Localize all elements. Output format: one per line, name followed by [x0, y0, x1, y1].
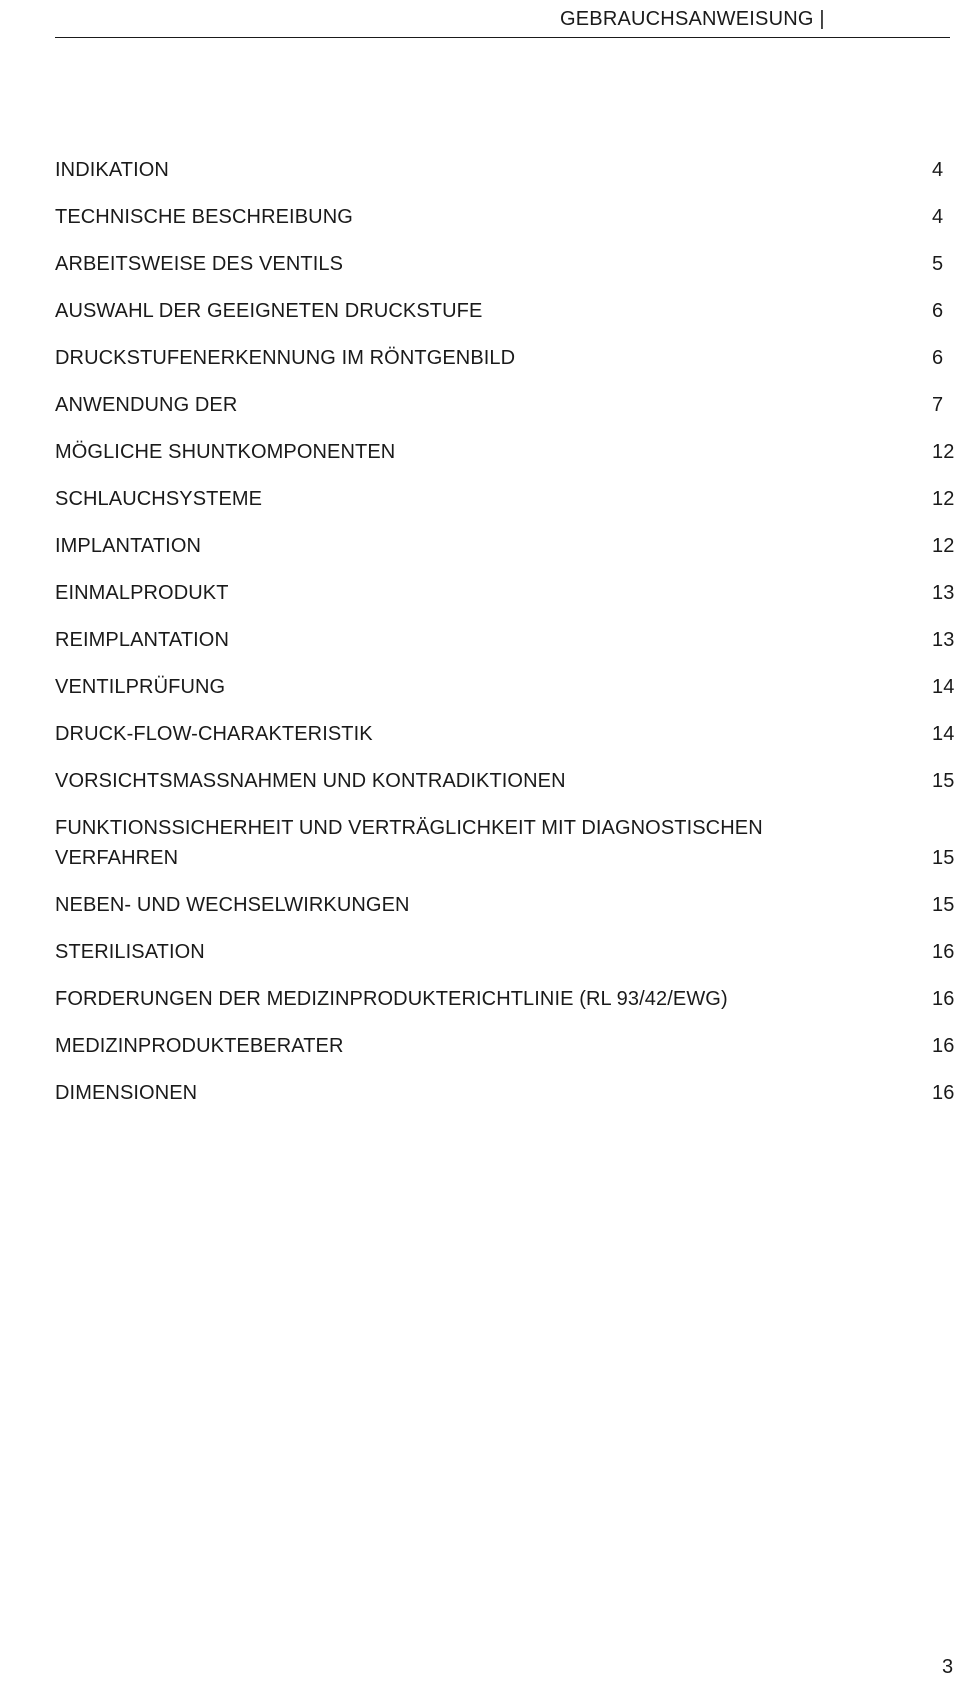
toc-entry[interactable]	[55, 719, 954, 749]
toc-entry-page: 16	[932, 988, 954, 1010]
toc-entry-title: MÖGLICHE SHUNTKOMPONENTEN	[55, 441, 396, 463]
toc-entry-page: 15	[932, 770, 954, 792]
toc-entry-title: ARBEITSWEISE DES VENTILS	[55, 253, 344, 275]
toc-entry[interactable]	[55, 484, 954, 514]
toc-entry-title: SCHLAUCHSYSTEME	[55, 488, 263, 510]
toc-entry-page: 12	[932, 535, 954, 557]
toc-entry-page: 12	[932, 488, 954, 510]
toc-entry[interactable]	[55, 1078, 954, 1108]
toc-entry[interactable]	[55, 937, 954, 967]
toc-entry-title: FUNKTIONSSICHERHEIT UND VERTRÄGLICHKEIT MIT DIAGNOSTISCHEN VERFAHREN	[55, 817, 763, 869]
toc-entry-title: REIMPLANTATION	[55, 629, 230, 651]
toc-entry-page: 13	[932, 582, 954, 604]
toc-entry-page: 7	[932, 394, 944, 416]
toc-entry-title: IMPLANTATION	[55, 535, 202, 557]
toc-entry-page: 14	[932, 676, 954, 698]
toc-entry[interactable]	[55, 890, 954, 920]
toc-entry-page: 14	[932, 723, 954, 745]
toc-entry[interactable]	[55, 766, 954, 796]
toc-entry[interactable]	[55, 578, 954, 608]
toc-entry[interactable]	[55, 625, 954, 655]
toc-entry[interactable]	[55, 672, 954, 702]
toc-entry-title: DRUCKSTUFENERKENNUNG IM RÖNTGENBILD	[55, 347, 516, 369]
toc-entry-page: 16	[932, 941, 954, 963]
toc-entry-title: VORSICHTSMASSNAHMEN UND KONTRADIKTIONEN	[55, 770, 566, 792]
toc-entry-title: TECHNISCHE BESCHREIBUNG	[55, 206, 353, 228]
toc-entry-title: DRUCK-FLOW-CHARAKTERISTIK	[55, 723, 373, 745]
toc-entry[interactable]	[55, 343, 950, 373]
toc-entry[interactable]	[55, 813, 954, 873]
header-divider	[55, 37, 950, 38]
toc-entry[interactable]	[55, 249, 950, 279]
toc-entry[interactable]	[55, 155, 950, 185]
toc-entry[interactable]	[55, 390, 950, 420]
toc-entry-page: 6	[932, 347, 944, 369]
toc-entry-title: VENTILPRÜFUNG	[55, 676, 226, 698]
header-title: GEBRAUCHSANWEISUNG |	[560, 8, 825, 30]
toc-entry-title: MEDIZINPRODUKTEBERATER	[55, 1035, 344, 1057]
toc-entry-title: AUSWAHL DER GEEIGNETEN DRUCKSTUFE	[55, 300, 483, 322]
toc-entry[interactable]	[55, 437, 954, 467]
toc-entry-page: 5	[932, 253, 944, 275]
toc-entry-page: 4	[932, 159, 944, 181]
toc-entry[interactable]	[55, 531, 954, 561]
toc-entry-page: 6	[932, 300, 944, 322]
toc-entry-page: 16	[932, 1035, 954, 1057]
toc-entry-title: ANWENDUNG DER	[55, 394, 238, 416]
toc-entry[interactable]	[55, 984, 954, 1014]
toc-entry[interactable]	[55, 1031, 954, 1061]
toc-entry[interactable]	[55, 202, 950, 232]
table-of-contents	[55, 155, 954, 1125]
toc-entry-title: FORDERUNGEN DER MEDIZINPRODUKTERICHTLINIE (RL 93/42/EWG)	[55, 988, 728, 1010]
toc-entry-page: 13	[932, 629, 954, 651]
toc-entry-page: 15	[932, 894, 954, 916]
toc-entry[interactable]	[55, 296, 950, 326]
toc-entry-page: 12	[932, 441, 954, 463]
toc-entry-title: EINMALPRODUKT	[55, 582, 229, 604]
toc-entry-title: STERILISATION	[55, 941, 205, 963]
toc-entry-page: 4	[932, 206, 944, 228]
toc-entry-title: DIMENSIONEN	[55, 1082, 198, 1104]
toc-entry-page: 15	[932, 847, 954, 869]
toc-entry-title: INDIKATION	[55, 159, 169, 181]
toc-entry-page: 16	[932, 1082, 954, 1104]
toc-entry-title: NEBEN- UND WECHSELWIRKUNGEN	[55, 894, 410, 916]
page-number: 3	[942, 1656, 954, 1678]
